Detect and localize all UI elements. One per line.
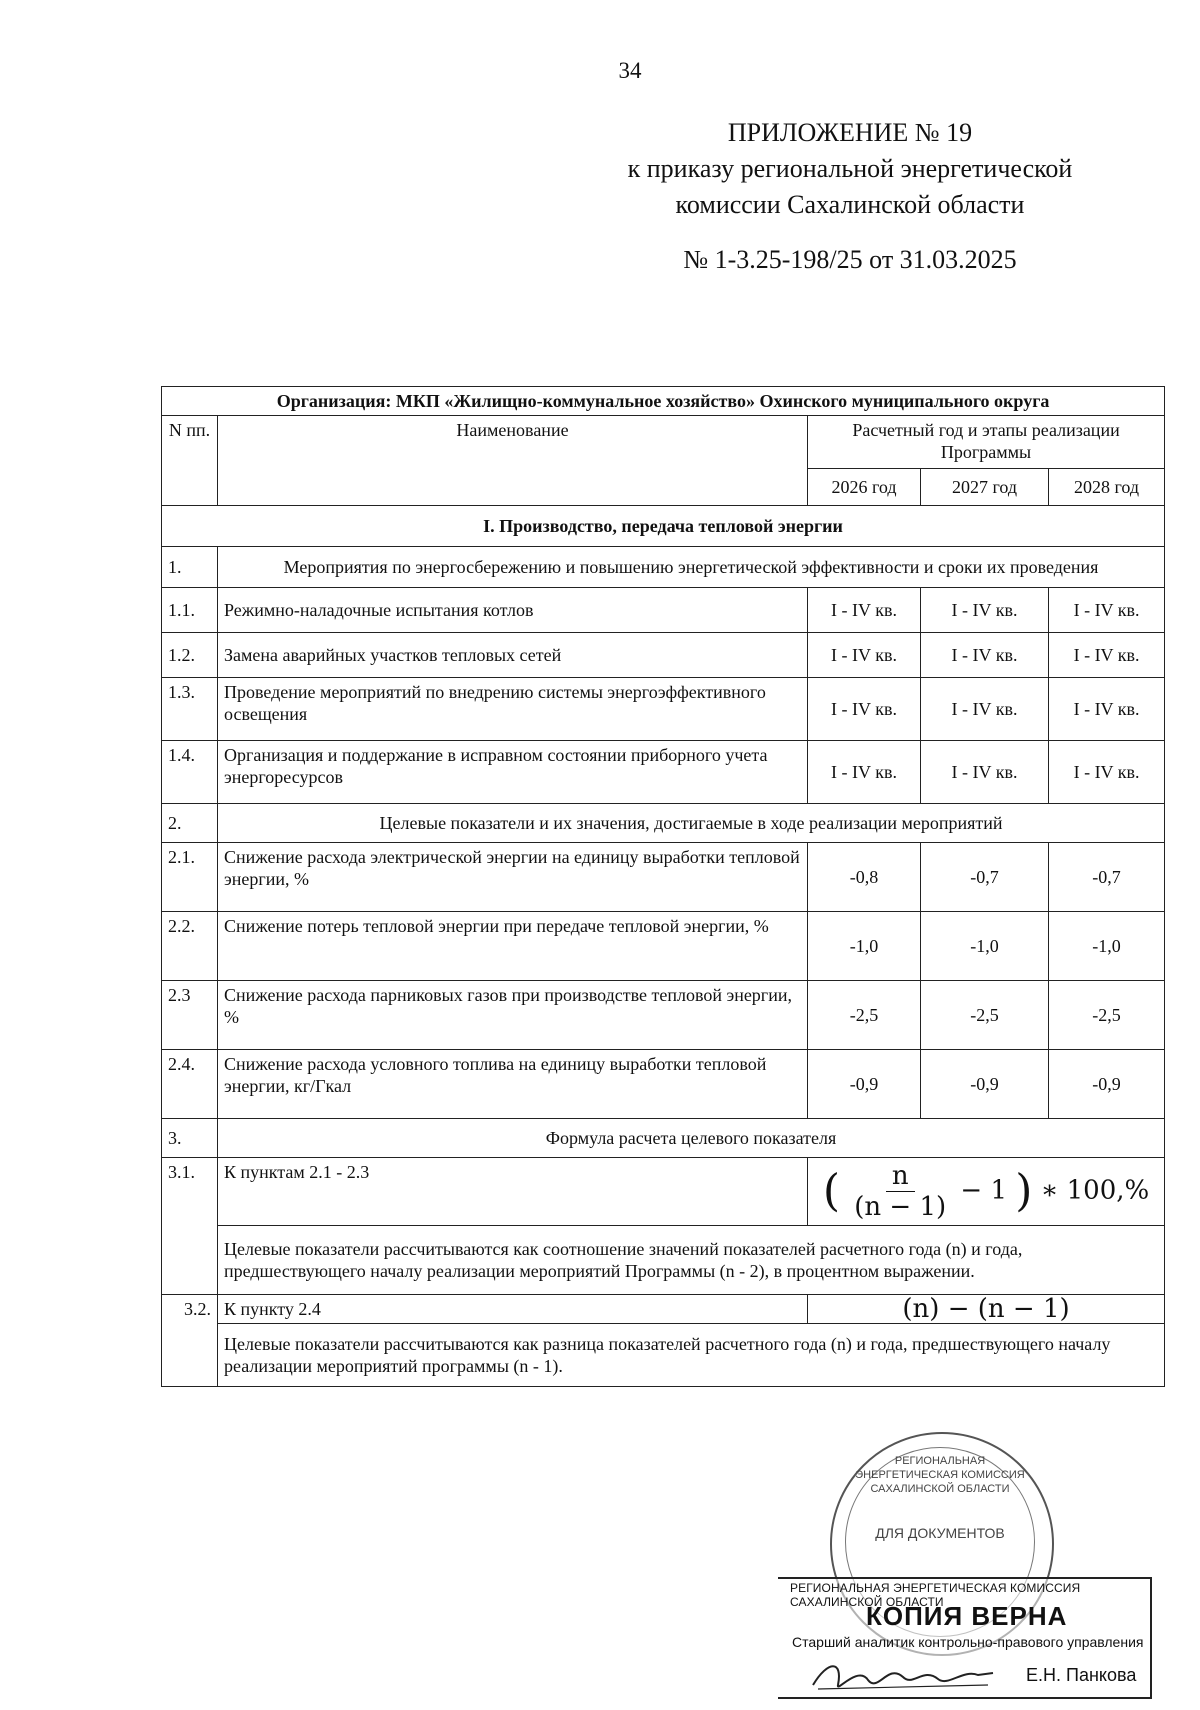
row-value-2028: -0,9 — [1049, 1050, 1165, 1119]
group-row-1 — [162, 547, 1165, 588]
row-value-2027: -1,0 — [921, 912, 1049, 981]
paren-open: ( — [822, 1165, 840, 1217]
row-name: Снижение расхода условного топлива на единицу выработки тепловой энергии, кг/Гкал — [218, 1050, 808, 1119]
organization-cell: Организация: МКП «Жилищно-коммунальное хозяйство» Охинского муниципального округа — [162, 387, 1165, 416]
row-value-2026: I - IV кв. — [808, 633, 921, 678]
row-value-2026: -2,5 — [808, 981, 921, 1050]
fraction — [848, 1161, 952, 1222]
section-title: I. Производство, передача тепловой энергии — [162, 506, 1165, 547]
row-num: 1.2. — [162, 633, 218, 678]
col-num-header: N пп. — [162, 416, 218, 506]
org-row — [162, 387, 1165, 416]
group-title: Формула расчета целевого показателя — [218, 1119, 1165, 1158]
formula-note: Целевые показатели рассчитываются как разница показателей расчетного года (n) и года, предшествующего началу реализации мероприятий программы (n - 1). — [218, 1324, 1165, 1387]
row-num: 2.4. — [162, 1050, 218, 1119]
row-value-2028: I - IV кв. — [1049, 588, 1165, 633]
table-row — [162, 741, 1165, 804]
minus-one: − 1 — [960, 1175, 1007, 1206]
row-value-2026: I - IV кв. — [808, 678, 921, 741]
seal-ring-text: РЕГИОНАЛЬНАЯ ЭНЕРГЕТИЧЕСКАЯ КОМИССИЯ САХАЛИНСКОЙ ОБЛАСТИ — [855, 1455, 1025, 1495]
row-num: 2.3 — [162, 981, 218, 1050]
row-value-2027: I - IV кв. — [921, 678, 1049, 741]
row-value-2028: I - IV кв. — [1049, 741, 1165, 804]
formula-difference: (n) − (n − 1) — [808, 1295, 1165, 1324]
group-row-2 — [162, 804, 1165, 843]
row-value-2028: -1,0 — [1049, 912, 1165, 981]
group-title: Мероприятия по энергосбережению и повышению энергетической эффективности и сроки их проведения — [218, 547, 1165, 588]
appendix-line3: комиссии Сахалинской области — [675, 190, 1025, 219]
row-value-2028: -0,7 — [1049, 843, 1165, 912]
section-row — [162, 506, 1165, 547]
formula-note: Целевые показатели рассчитываются как соотношение значений показателей расчетного года (n) и года, предшествующего началу реализации мероприятий Программы (n - 2), в процентном выражении. — [218, 1226, 1165, 1295]
col-name-header: Наименование — [218, 416, 808, 506]
formula-label: К пунктам 2.1 - 2.3 — [218, 1158, 808, 1226]
year-2026: 2026 год — [808, 469, 921, 506]
row-value-2027: I - IV кв. — [921, 588, 1049, 633]
row-value-2026: -0,9 — [808, 1050, 921, 1119]
row-value-2026: I - IV кв. — [808, 741, 921, 804]
row-num: 2.2. — [162, 912, 218, 981]
row-name: Организация и поддержание в исправном состоянии приборного учета энергоресурсов — [218, 741, 808, 804]
row-value-2028: -2,5 — [1049, 981, 1165, 1050]
row-num: 1.3. — [162, 678, 218, 741]
row-value-2026: -1,0 — [808, 912, 921, 981]
formula-row-1 — [162, 1158, 1165, 1226]
row-value-2027: I - IV кв. — [921, 633, 1049, 678]
row-value-2028: I - IV кв. — [1049, 678, 1165, 741]
row-num: 1.1. — [162, 588, 218, 633]
copy-stamp-position: Старший аналитик контрольно-правового управления — [792, 1634, 1144, 1650]
formula-note-row-1 — [162, 1226, 1165, 1295]
row-value-2026: I - IV кв. — [808, 588, 921, 633]
table-row — [162, 588, 1165, 633]
row-value-2027: -0,9 — [921, 1050, 1049, 1119]
row-name: Проведение мероприятий по внедрению системы энергоэффективного освещения — [218, 678, 808, 741]
table-row — [162, 843, 1165, 912]
order-number: № 1-3.25-198/25 от 31.03.2025 — [683, 245, 1017, 274]
row-name: Снижение расхода электрической энергии на единицу выработки тепловой энергии, % — [218, 843, 808, 912]
row-value-2027: -0,7 — [921, 843, 1049, 912]
numerator: n — [886, 1161, 915, 1192]
appendix-line2: к приказу региональной энергетической — [627, 154, 1073, 183]
col-period-header: Расчетный год и этапы реализации Программы — [808, 416, 1165, 469]
copy-stamp-title: КОПИЯ ВЕРНА — [866, 1601, 1068, 1631]
row-value-2027: I - IV кв. — [921, 741, 1049, 804]
row-name: Снижение потерь тепловой энергии при передаче тепловой энергии, % — [218, 912, 808, 981]
denominator: (n − 1) — [854, 1192, 947, 1222]
paren-close: ) — [1015, 1165, 1033, 1217]
copy-stamp-name: Е.Н. Панкова — [1026, 1665, 1137, 1685]
group-num: 2. — [162, 804, 218, 843]
formula-note-row-2 — [162, 1324, 1165, 1387]
row-num: 3.1. — [162, 1158, 218, 1295]
row-value-2026: -0,8 — [808, 843, 921, 912]
row-num: 2.1. — [162, 843, 218, 912]
appendix-title: ПРИЛОЖЕНИЕ № 19 — [727, 118, 973, 147]
table-row — [162, 633, 1165, 678]
group-row-3 — [162, 1119, 1165, 1158]
table-row — [162, 1050, 1165, 1119]
row-value-2028: I - IV кв. — [1049, 633, 1165, 678]
formula-label: К пункту 2.4 — [218, 1295, 808, 1324]
seal-inner-text: ДЛЯ ДОКУМЕНТОВ — [875, 1525, 1005, 1541]
row-num: 3.2. — [162, 1295, 218, 1387]
table-row — [162, 678, 1165, 741]
row-name: Снижение расхода парниковых газов при производстве тепловой энергии, % — [218, 981, 808, 1050]
table-row — [162, 981, 1165, 1050]
row-num: 1.4. — [162, 741, 218, 804]
handwritten-signature — [808, 1655, 998, 1695]
row-name: Режимно-наладочные испытания котлов — [218, 588, 808, 633]
formula-row-2 — [162, 1295, 1165, 1324]
times-100: ∗ 100,% — [1040, 1175, 1150, 1206]
group-num: 1. — [162, 547, 218, 588]
row-name: Замена аварийных участков тепловых сетей — [218, 633, 808, 678]
year-2027: 2027 год — [921, 469, 1049, 506]
page-number: 34 — [618, 58, 642, 83]
program-table — [161, 386, 1165, 1387]
formula-ratio — [808, 1158, 1165, 1226]
copy-stamp-org: РЕГИОНАЛЬНАЯ ЭНЕРГЕТИЧЕСКАЯ КОМИССИЯ САХАЛИНСКОЙ ОБЛАСТИ — [790, 1581, 1081, 1609]
header-row — [162, 416, 1165, 469]
appendix-header — [560, 115, 1140, 223]
group-title: Целевые показатели и их значения, достигаемые в ходе реализации мероприятий — [218, 804, 1165, 843]
group-num: 3. — [162, 1119, 218, 1158]
row-value-2027: -2,5 — [921, 981, 1049, 1050]
year-2028: 2028 год — [1049, 469, 1165, 506]
table-row — [162, 912, 1165, 981]
